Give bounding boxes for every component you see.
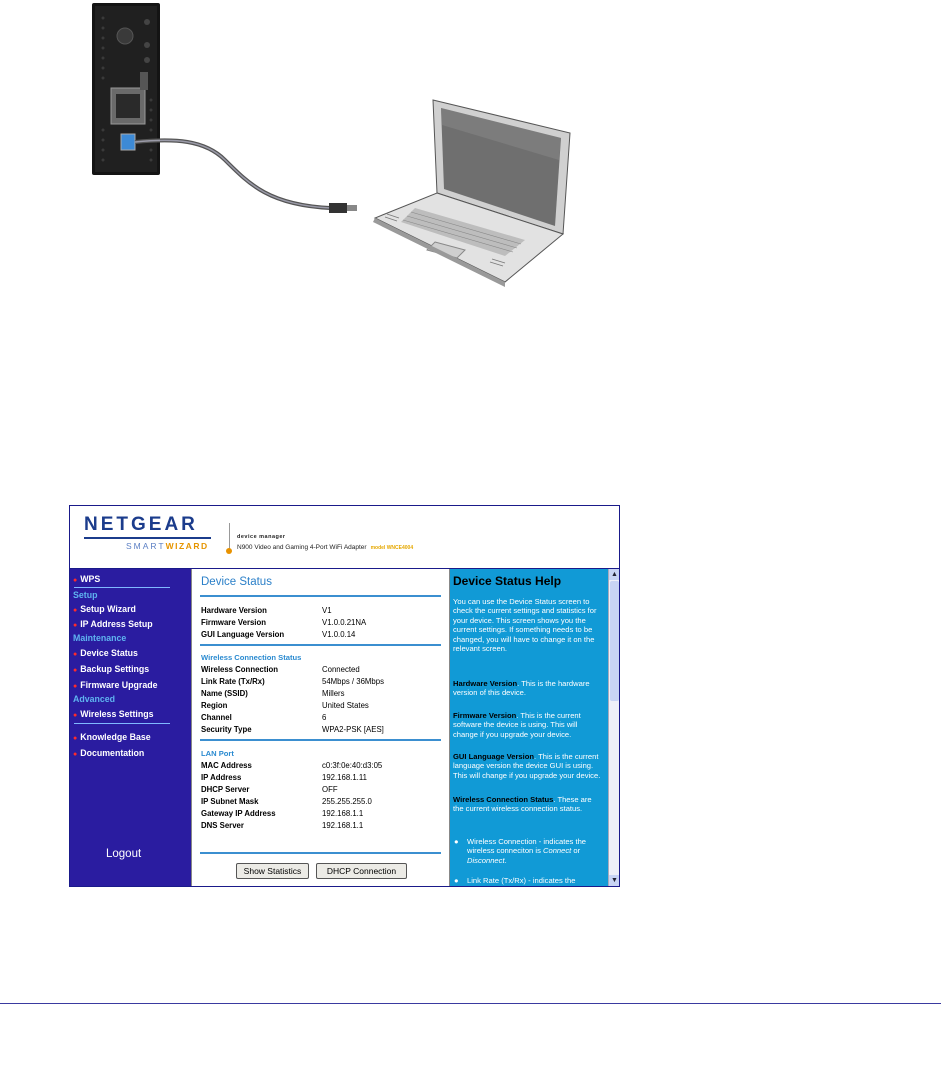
section-rule bbox=[200, 739, 441, 741]
header-dot-icon bbox=[226, 548, 232, 554]
title-rule bbox=[200, 595, 441, 597]
nav-section-setup: Setup bbox=[73, 590, 98, 600]
ip-subnet-mask-value: 255.255.255.0 bbox=[322, 797, 372, 806]
header-banner bbox=[70, 506, 619, 570]
gateway-ip-label: Gateway IP Address bbox=[201, 809, 276, 818]
help-gui-language-version: GUI Language Version. This is the current language version the device GUI is using. This will change if you upgrade your device. bbox=[453, 752, 601, 780]
smartwizard-logo: SMARTWIZARD bbox=[126, 541, 209, 551]
scroll-thumb[interactable] bbox=[610, 581, 619, 701]
firmware-version-value: V1.0.0.21NA bbox=[322, 618, 367, 627]
sidebar-item-firmware-upgrade[interactable]: ● Firmware Upgrade bbox=[73, 680, 158, 690]
region-label: Region bbox=[201, 701, 228, 710]
show-statistics-button[interactable]: Show Statistics bbox=[236, 863, 309, 879]
scroll-down-icon[interactable]: ▼ bbox=[609, 875, 620, 886]
hardware-version-value: V1 bbox=[322, 606, 332, 615]
lan-section-title: LAN Port bbox=[201, 749, 234, 758]
nav-section-maintenance: Maintenance bbox=[73, 633, 127, 643]
region-value: United States bbox=[322, 701, 369, 710]
ssid-value: Millers bbox=[322, 689, 345, 698]
hardware-version-label: Hardware Version bbox=[201, 606, 267, 615]
gateway-ip-value: 192.168.1.1 bbox=[322, 809, 364, 818]
firmware-version-label: Firmware Version bbox=[201, 618, 267, 627]
nav-divider bbox=[74, 723, 170, 724]
laptop-image bbox=[373, 100, 570, 287]
bullet-icon: ● bbox=[73, 651, 78, 658]
bullet-icon: ● bbox=[73, 712, 78, 719]
netgear-logo: NETGEAR bbox=[84, 514, 198, 535]
ssid-label: Name (SSID) bbox=[201, 689, 248, 698]
channel-value: 6 bbox=[322, 713, 327, 722]
help-title: Device Status Help bbox=[453, 574, 562, 588]
bullet-icon: ● bbox=[73, 607, 78, 614]
channel-label: Channel bbox=[201, 713, 232, 722]
wireless-connection-value: Connected bbox=[322, 665, 360, 674]
link-rate-value: 54Mbps / 36Mbps bbox=[322, 677, 384, 686]
bullet-icon: ● bbox=[73, 577, 78, 584]
dns-server-value: 192.168.1.1 bbox=[322, 821, 364, 830]
device-laptop-illustration bbox=[85, 0, 585, 290]
gui-language-version-value: V1.0.0.14 bbox=[322, 630, 356, 639]
nav-section-advanced: Advanced bbox=[73, 694, 116, 704]
help-scrollbar[interactable] bbox=[608, 569, 620, 886]
header-divider bbox=[229, 523, 230, 550]
bullet-icon: ● bbox=[73, 735, 78, 742]
wireless-connection-label: Wireless Connection bbox=[201, 665, 279, 674]
section-rule bbox=[200, 644, 441, 646]
mac-address-label: MAC Address bbox=[201, 761, 252, 770]
help-wireless-connection-status: Wireless Connection Status. These are the current wireless connection status. bbox=[453, 795, 592, 814]
help-panel bbox=[450, 569, 608, 886]
sidebar-item-device-status[interactable]: ● Device Status bbox=[73, 648, 138, 658]
sidebar-item-setup-wizard[interactable]: ● Setup Wizard bbox=[73, 604, 136, 614]
bullet-icon: ● bbox=[73, 683, 78, 690]
logout-link[interactable]: Logout bbox=[106, 848, 142, 860]
bullet-icon: ● bbox=[73, 622, 78, 629]
logo-underline bbox=[84, 537, 211, 539]
dhcp-connection-button[interactable]: DHCP Connection bbox=[316, 863, 407, 879]
bullet-icon: ● bbox=[73, 667, 78, 674]
bullet-icon: ● bbox=[454, 876, 459, 885]
help-firmware-version: Firmware Version. This is the current software the device is using. This will change if you upgrade your device. bbox=[453, 711, 581, 739]
section-rule bbox=[200, 852, 441, 854]
sidebar-item-wps[interactable]: ● WPS bbox=[73, 574, 101, 584]
sidebar-item-documentation[interactable]: ● Documentation bbox=[73, 748, 145, 758]
netgear-device-manager-screenshot bbox=[69, 505, 620, 887]
sidebar-item-ip-address-setup[interactable]: ● IP Address Setup bbox=[73, 619, 153, 629]
device-status-panel bbox=[191, 569, 450, 886]
scroll-up-icon[interactable]: ▲ bbox=[609, 569, 620, 580]
dhcp-server-label: DHCP Server bbox=[201, 785, 250, 794]
dhcp-server-value: OFF bbox=[322, 785, 338, 794]
ip-address-value: 192.168.1.11 bbox=[322, 773, 367, 782]
gui-language-version-label: GUI Language Version bbox=[201, 630, 285, 639]
help-bullet-wireless-connection: ● Wireless Connection - indicates the wireless conneciton is Connect or Disconnect. bbox=[454, 837, 587, 865]
security-type-label: Security Type bbox=[201, 725, 252, 734]
link-rate-label: Link Rate (Tx/Rx) bbox=[201, 677, 265, 686]
adapter-name: N900 Video and Gaming 4-Port WiFi Adapter model WNCE4004 bbox=[237, 544, 414, 551]
sidebar-nav bbox=[70, 569, 191, 886]
help-hardware-version: Hardware Version. This is the hardware version of this device. bbox=[453, 679, 590, 698]
bullet-icon: ● bbox=[454, 837, 459, 846]
footer-rule bbox=[0, 1003, 941, 1004]
mac-address-value: c0:3f:0e:40:d3:05 bbox=[322, 761, 383, 770]
ip-address-label: IP Address bbox=[201, 773, 242, 782]
sidebar-item-knowledge-base[interactable]: ● Knowledge Base bbox=[73, 732, 151, 742]
bullet-icon: ● bbox=[73, 751, 78, 758]
wireless-section-title: Wireless Connection Status bbox=[201, 653, 302, 662]
device-manager-label: device manager bbox=[237, 534, 286, 540]
sidebar-item-wireless-settings[interactable]: ● Wireless Settings bbox=[73, 709, 154, 719]
dns-server-label: DNS Server bbox=[201, 821, 244, 830]
nav-divider bbox=[74, 587, 170, 588]
help-intro: You can use the Device Status screen to check the current settings and statistics for your device. This screen shows you the current settings. If something needs to be changed, you will have to change it on the relevant screen. bbox=[453, 597, 597, 654]
page-title: Device Status bbox=[201, 576, 272, 588]
ip-subnet-mask-label: IP Subnet Mask bbox=[201, 797, 259, 806]
sidebar-item-backup-settings[interactable]: ● Backup Settings bbox=[73, 664, 150, 674]
security-type-value: WPA2-PSK [AES] bbox=[322, 725, 384, 734]
help-bullet-link-rate: ● Link Rate (Tx/Rx) - indicates the bbox=[454, 876, 576, 885]
adapter-device-image bbox=[92, 3, 160, 175]
network-cable bbox=[135, 140, 330, 208]
